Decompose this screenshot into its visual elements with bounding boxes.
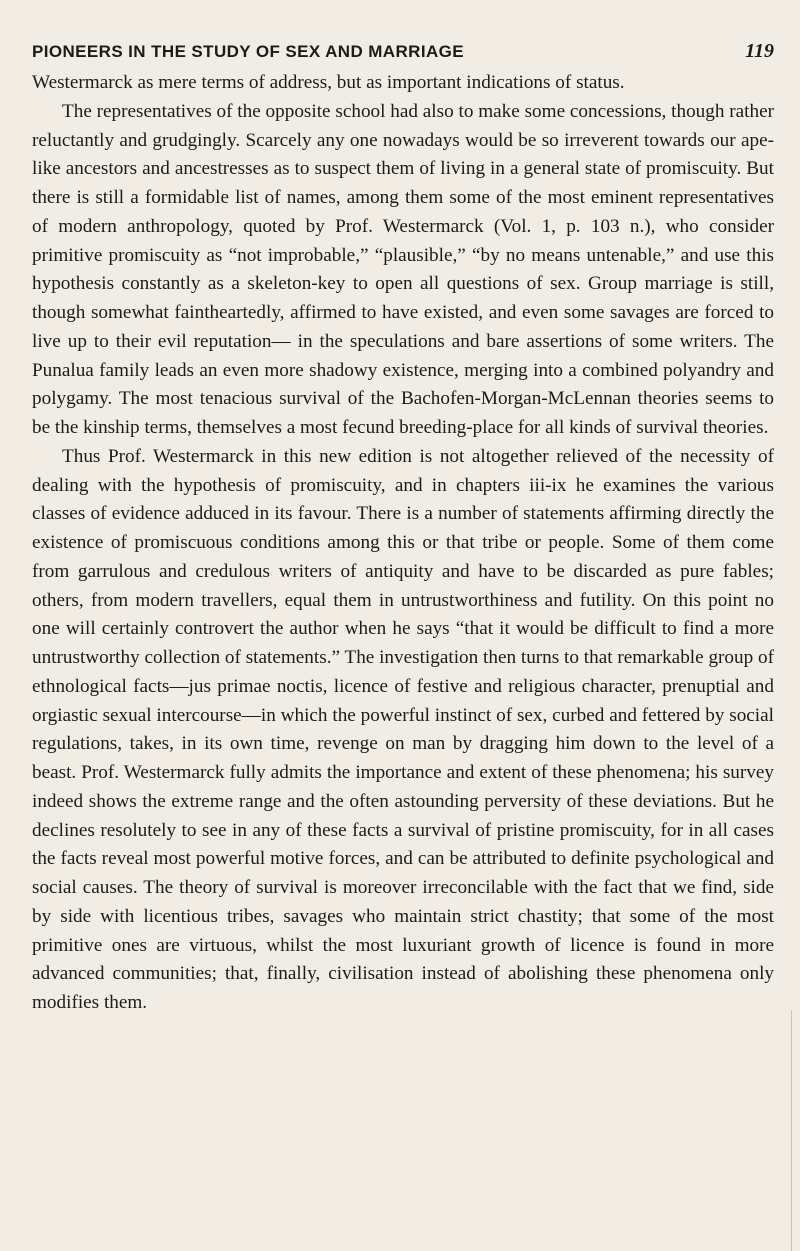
paragraph-continued: Westermarck as mere terms of address, but as important indications of status. — [32, 72, 625, 93]
running-head — [32, 40, 774, 63]
book-page — [32, 40, 774, 1018]
paragraph: Thus Prof. Westermarck in this new edition is not altogether relieved of the necessity of dealing with the hypothesis of promiscuity, and in chapters iii-ix he examines the various classes of evidence adduced in its favour. There is a number of statements affirming directly the existence of promiscuous conditions among this or that tribe or people. Some of them come from garrulous and credulous writers of antiquity and have to be discarded as pure fables; others, from modern travellers, equal them in untrustworthiness and futility. On this point no one will certainly controvert the author when he says “that it would be difficult to find a more untrustworthy collection of statements.” The investigation then turns to that remarkable group of ethnological facts—jus primae noctis, licence of festive and religious character, prenuptial and orgiastic sexual intercourse—in which the powerful instinct of sex, curbed and fettered by social regulations, takes, in its own time, revenge on man by dragging him down to the level of a beast. Prof. Westermarck fully admits the importance and extent of these phenomena; his survey indeed shows the extreme range and the often astounding perversity of these deviations. But he declines resolutely to see in any of these facts a survival of pristine promiscuity, for in all cases the facts reveal most powerful motive forces, and can be attributed to definite psychological and social causes. The theory of survival is moreover irreconcilable with the fact that we find, side by side with licentious tribes, savages who maintain strict chastity; that some of the most primitive ones are virtuous, whilst the most luxuriant growth of licence is found in more advanced communities; that, finally, civilisation instead of abolishing these phenomena only modifies them. — [32, 445, 774, 1013]
running-title: PIONEERS IN THE STUDY OF SEX AND MARRIAGE — [32, 42, 465, 61]
body-text — [32, 69, 774, 1018]
page-edge-line — [791, 1010, 792, 1251]
paragraph: The representatives of the opposite school had also to make some concessions, though rather reluctantly and grudgingly. Scarcely any one nowadays would be so irreverent towards our ape-like ancestors and ancestresses as to suspect them of living in a general state of promiscuity. But there is still a formidable list of names, among them some of the most eminent representatives of modern anthropology, quoted by Prof. Westermarck (Vol. 1, p. 103 n.), who consider primitive promiscuity as “not improbable,” “plausible,” “by no means untenable,” and use this hypothesis constantly as a skeleton-key to open all questions of sex. Group marriage is still, though somewhat faintheartedly, affirmed to have existed, and even some savages are forced to live up to their evil reputation— in the speculations and bare assertions of some writers. The Punalua family leads an even more shadowy existence, merging into a combined polyandry and polygamy. The most tenacious survival of the Bachofen-Morgan-McLennan theories seems to be the kinship terms, themselves a most fecund breeding-place for all kinds of survival theories. — [32, 100, 774, 438]
page-number: 119 — [745, 40, 774, 62]
